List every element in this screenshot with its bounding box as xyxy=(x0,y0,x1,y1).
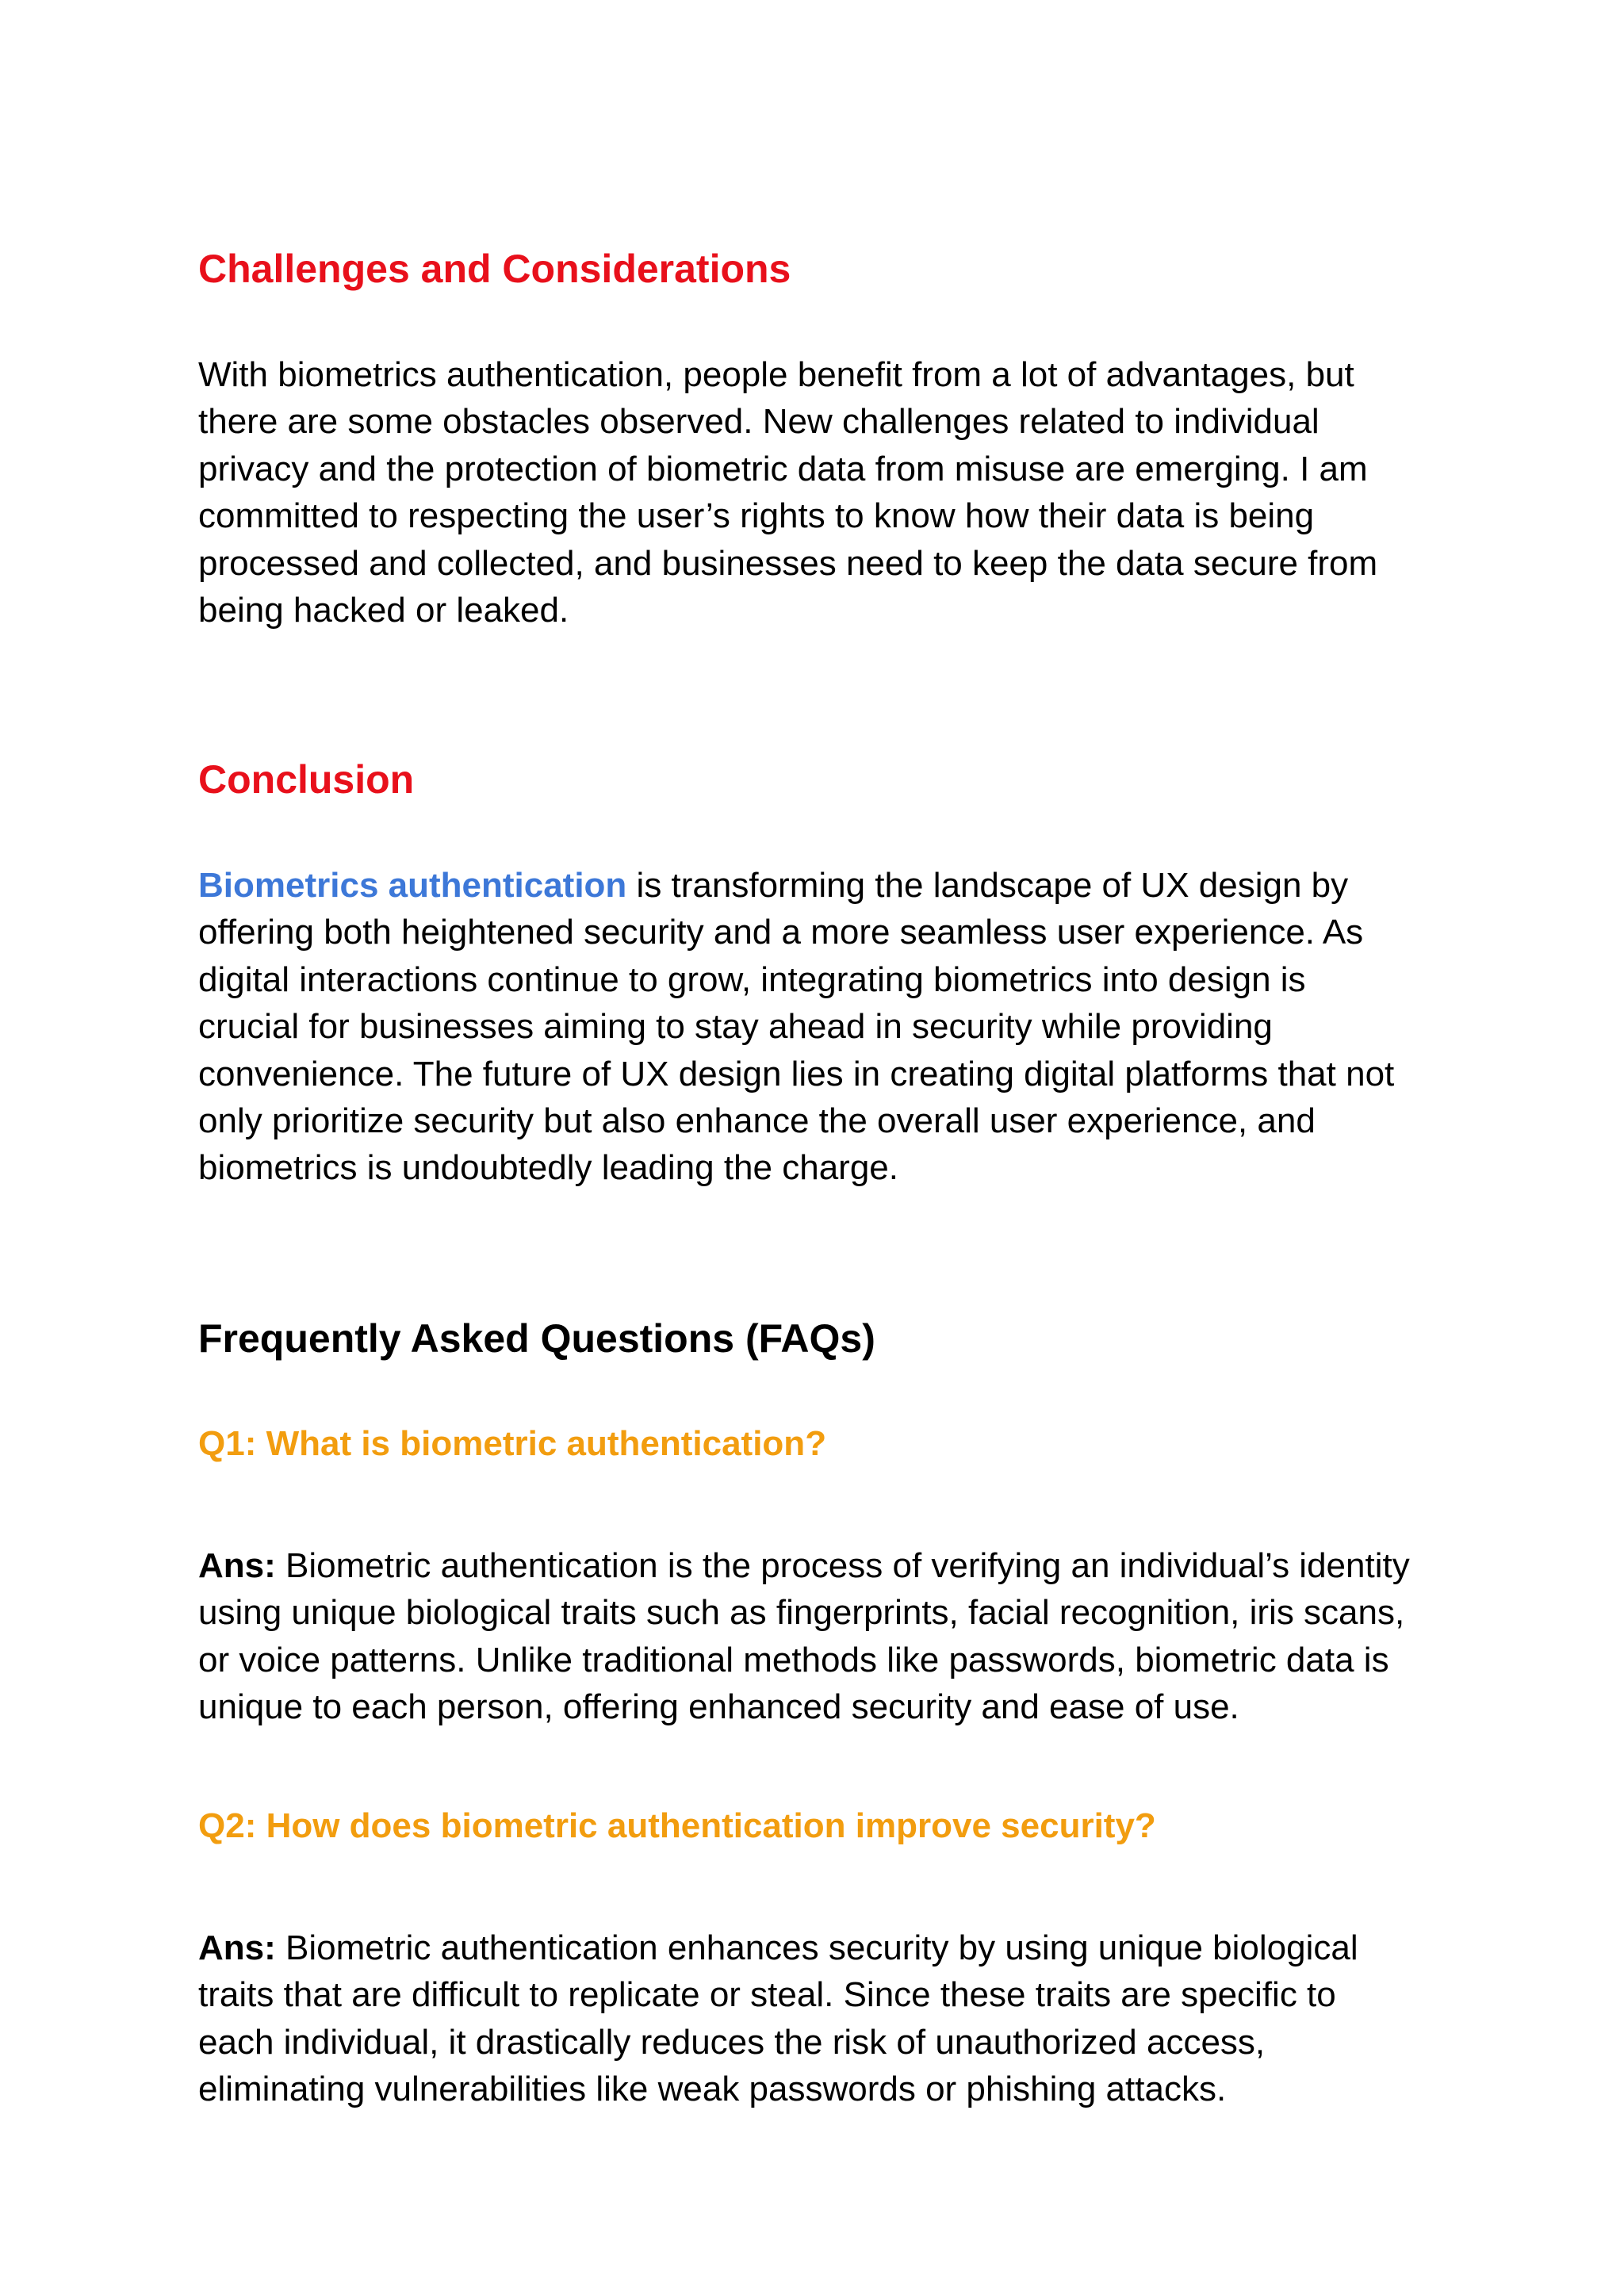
conclusion-first-line-text: is transforming the landscape of UX design by xyxy=(626,866,1349,905)
conclusion-line: convenience. The future of UX design lies in creating digital platforms that not xyxy=(198,1054,1395,1093)
faq-answer-line xyxy=(198,1924,1435,1971)
challenges-line: With biometrics authentication, people benefit from a lot of advantages, but xyxy=(198,355,1354,394)
challenges-line: there are some obstacles observed. New challenges related to individual xyxy=(198,402,1320,442)
faq-answer-line: traits that are difficult to replicate or steal. Since these traits are specific to xyxy=(198,1975,1336,2015)
conclusion-line: crucial for businesses aiming to stay ahead in security while providing xyxy=(198,1007,1273,1047)
biometrics-authentication-link[interactable]: Biometrics authentication xyxy=(198,866,627,905)
answer-first-line-text: Biometric authentication enhances security by using unique biological xyxy=(275,1928,1358,1967)
faqs-heading: Frequently Asked Questions (FAQs) xyxy=(198,1316,875,1361)
answer-first-line-text: Biometric authentication is the process of verifying an individual’s identity xyxy=(275,1546,1410,1585)
challenges-line: being hacked or leaked. xyxy=(198,591,569,630)
faq-answer-line: using unique biological traits such as fingerprints, facial recognition, iris scans, xyxy=(198,1593,1405,1633)
faq-answer-line: unique to each person, offering enhanced security and ease of use. xyxy=(198,1687,1239,1727)
faq-answer-line: or voice patterns. Unlike traditional methods like passwords, biometric data is xyxy=(198,1640,1389,1679)
answer-label: Ans: xyxy=(198,1928,276,1967)
faq-answer-1 xyxy=(198,1542,1435,1731)
conclusion-line: biometrics is undoubtedly leading the charge. xyxy=(198,1148,898,1188)
challenges-heading: Challenges and Considerations xyxy=(198,247,791,291)
conclusion-line: offering both heightened security and a more seamless user experience. As xyxy=(198,913,1364,952)
conclusion-heading: Conclusion xyxy=(198,757,415,802)
faq-question-2: Q2: How does biometric authentication improve security? xyxy=(198,1806,1156,1845)
conclusion-line xyxy=(198,862,1435,909)
conclusion-line: digital interactions continue to grow, integrating biometrics into design is xyxy=(198,959,1306,999)
answer-label: Ans: xyxy=(198,1546,276,1585)
faq-answer-2 xyxy=(198,1924,1435,2113)
challenges-line: processed and collected, and businesses need to keep the data secure from xyxy=(198,543,1378,583)
conclusion-paragraph xyxy=(198,862,1435,1192)
faq-question-1: Q1: What is biometric authentication? xyxy=(198,1424,827,1463)
faq-answer-line: eliminating vulnerabilities like weak passwords or phishing attacks. xyxy=(198,2070,1227,2109)
challenges-line: committed to respecting the user’s rights to know how their data is being xyxy=(198,496,1315,536)
faq-answer-line: each individual, it drastically reduces the risk of unauthorized access, xyxy=(198,2022,1266,2062)
faq-answer-line xyxy=(198,1542,1435,1589)
conclusion-line: only prioritize security but also enhance the overall user experience, and xyxy=(198,1101,1316,1141)
challenges-paragraph xyxy=(198,351,1435,634)
challenges-line: privacy and the protection of biometric data from misuse are emerging. I am xyxy=(198,449,1368,488)
